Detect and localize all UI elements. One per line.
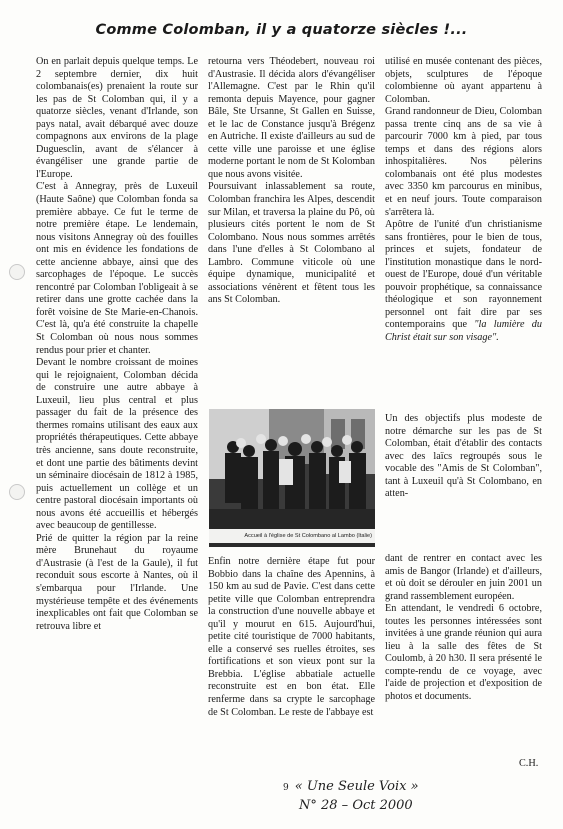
paragraph: Poursuivant inlassablement sa route, Colomban franchira les Alpes, descendit sur Milan, et traversa la plaine du Pô, où plusieurs cités portent le nom de St Colombano. Nous nous sommes arrêtés dans l'une d'elles à St Colombano al Lambro. Commune viticole où une équipe dynamique, municipalité et associations vénèrent et fêtent tous les ans St Colomban.: [208, 181, 375, 306]
column-3-continued: [385, 553, 542, 704]
christ-quote: "la lumière du Christ était sur son visage".: [385, 319, 542, 344]
paragraph: Enfin notre dernière étape fut pour Bobbio dans la chaîne des Apennins, à 150 km au sud de Pavie. C'est dans cette petite ville que Colomban entreprendra la construction d'une nouvelle abbaye et qu'il y mourut en 615. Aujourd'hui, petite cité touristique de 7000 habitants, elle a conservé ses ruelles étroites, ses fortifications et son vieux pont sur la Brebbia. L'église abbatiale actuelle reconstruite est en bon état. Elle renferme dans sa crypte le sarcophage de St Colomban. Le reste de l'abbaye est: [208, 556, 375, 718]
author-signature: C.H.: [519, 758, 539, 769]
paragraph: utilisé en musée contenant des pièces, objets, sculptures de l'époque colombienne où ayant appartenu à Colomban.: [385, 56, 542, 105]
column-3: [385, 56, 542, 345]
paragraph: Grand randonneur de Dieu, Colomban passa trente cinq ans de sa vie à parcourir 7000 km à pied, par tous temps et dans des régions alors inhospitalières. Nos pèlerins colombanais ont été plus modestes avec 3350 km parcourus en minibus, et en neuf jours. Toute comparaison s'arrêtera là.: [385, 106, 542, 218]
handwritten-note: [283, 778, 513, 814]
paragraph: Prié de quitter la région par la reine mère Brunehaut du royaume d'Austrasie (à l'est de la Gaule), il fut reconduit sous escorte à Nantes, où il s'embarqua pour l'Irlande. Une mystérieuse tempête et des événements inexplicables ont fait que Colomban se retrouva libre et: [36, 532, 198, 632]
paragraph: Devant le nombre croissant de moines qui le rejoignaient, Colomban décida de construire une autre abbaye à Luxeuil, lieu plus central et plus passager du fait de la présence des thermes romains utilisant des eaux aux propriétés thérapeutiques. Cette abbaye très ancienne, sans doute reconstruite, et dont une partie des bâtiments devint un séminaire diocésain de 1812 à 1985, puis actuellement un collège et un centre pastoral diocésain importants où nous avons été accueillis et hébergés avec beaucoup de gentillesse.: [36, 357, 198, 532]
paragraph: [385, 219, 542, 344]
punch-hole-icon: [9, 264, 25, 280]
paragraph: dant de rentrer en contact avec les amis de Bangor (Irlande) et d'ailleurs, et où doit se dérouler en juin 2001 un grand rassemblement européen.: [385, 553, 542, 602]
paragraph: Un des objectifs plus modeste de notre démarche sur les pas de St Colomban, était d'établir des contacts avec des laïcs regroupés sous le vocable des "Amis de St Colomban", tant à Luxeuil qu'à St Colombano, en atten-: [385, 413, 542, 500]
paragraph: C'est à Annegray, près de Luxeuil (Haute Saône) que Colomban fonda sa première abbaye. Ce fut le terme de notre première étape. Le lendemain, nous visitons Annegray où des fouilles ont mis en évidence les fondations de cette ancienne abbaye, ainsi que des sarcophages de l'époque. Le succès rencontré par Colomban l'obligeait à se retirer dans une grotte cachée dans la forêt voisine de Ste Marie-en-Chanois. C'est là, qu'a été construite la chapelle St Colomban où nous nous sommes rendus pour prier et chanter.: [36, 181, 198, 356]
punch-hole-icon: [9, 484, 25, 500]
group-photo-image: [209, 409, 375, 529]
paragraph: retourna vers Théodebert, nouveau roi d'Austrasie. Il décida alors d'évangéliser l'Allemagne. C'est par le Rhin qu'il remonta depuis Mayence, pour gagner Bâle, Ste Ursanne, St Gallen en Suisse, et le lac de Constance jusqu'à Brégenz en Autriche. Il existe d'ailleurs au sud de cette ville une paroisse et une église moderne portant le nom de St Kolomban que nous avons visitée.: [208, 56, 375, 180]
group-photo: [209, 409, 375, 547]
paragraph: En attendant, le vendredi 6 octobre, toutes les personnes intéressées sont invitées à une grande réunion qui aura lieu à la salle des fêtes de St Coulomb, à 20 h30. Il sera présenté le compte-rendu de ce voyage, avec l'aide de projection et d'exposition de photos et documents.: [385, 603, 542, 703]
photo-caption: Accueil à l'église de St Colombano al Lambo (Italie): [209, 529, 375, 543]
column-2-continued: [208, 556, 375, 719]
article-title: Comme Colomban, il y a quatorze siècles !...: [95, 22, 468, 38]
column-1: [36, 56, 198, 633]
handwritten-publication: « Une Seule Voix »: [294, 779, 419, 794]
page-number: 9: [283, 783, 289, 793]
paragraph: On en parlait depuis quelque temps. Le 2 septembre dernier, dix huit colombanais(es) prenaient la route sur les pas de St Colomban qui, il y a quatorze siècles, venant d'Irlande, son pays natal, avait débarqué avec douze compagnons aux environs de la plage Duguesclin, avant de s'élancer à évangéliser une grande partie de l'Europe.: [36, 56, 198, 180]
column-3-beside-photo: [385, 413, 542, 501]
handwritten-issue: N° 28 – Oct 2000: [299, 798, 413, 813]
column-2: [208, 56, 375, 307]
apotre-text: Apôtre de l'unité d'un christianisme sans frontières, pour le bien de tous, princes et sujets, fondateur de l'institution monastique dans le nord-ouest de l'Europe, doué d'un véritable pouvoir prophétique, sa connaissance théologique et son rayonnement personnel ont fait dire par ses contemporains que: [385, 219, 542, 331]
